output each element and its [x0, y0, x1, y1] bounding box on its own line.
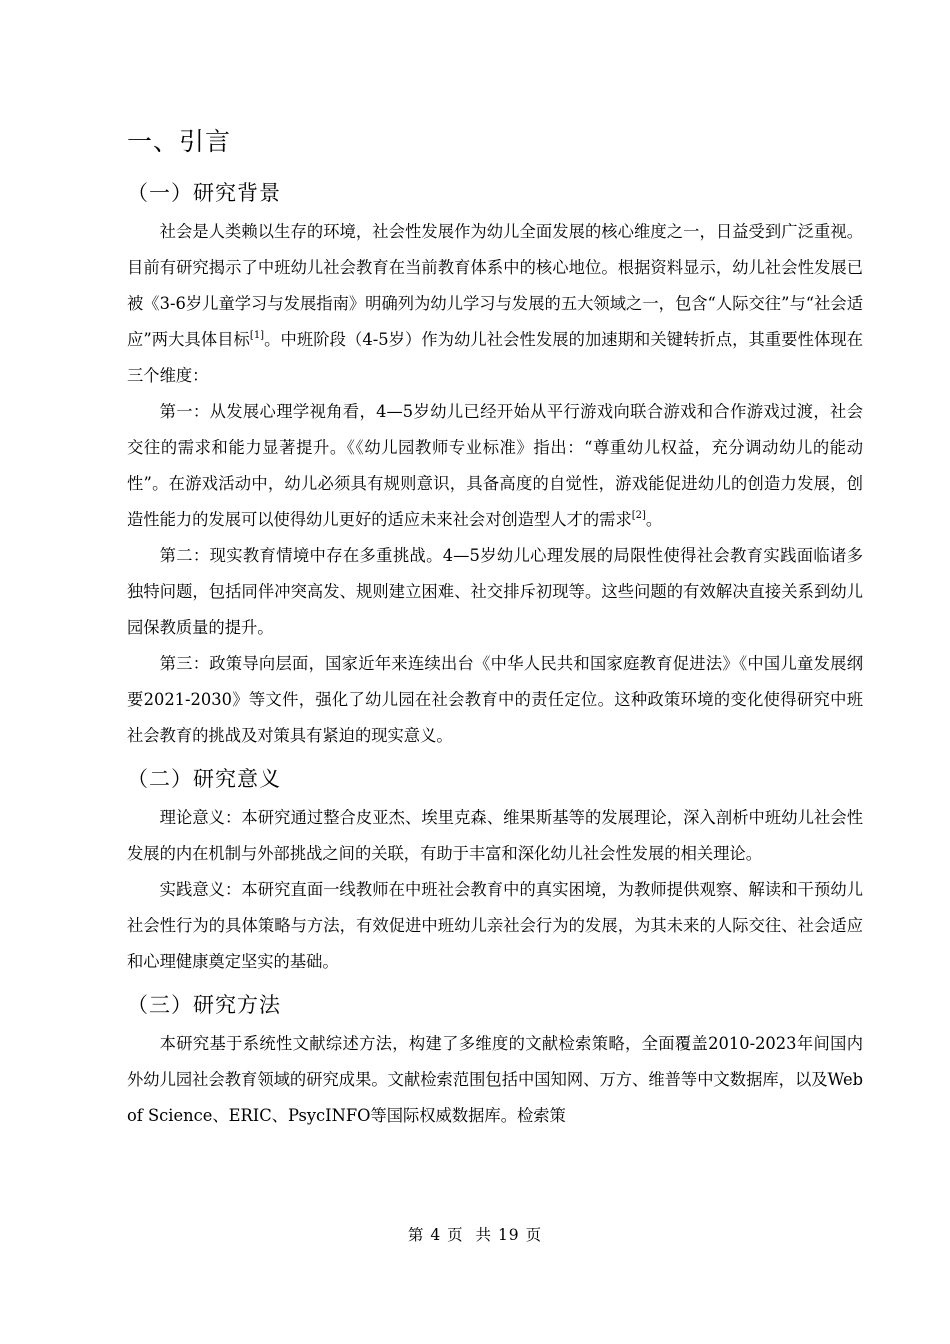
paragraph [127, 800, 863, 872]
footer-suffix: 页 [525, 1226, 543, 1244]
citation-ref: [1] [249, 330, 265, 341]
paragraph [127, 214, 863, 394]
paragraph [127, 1026, 863, 1134]
chapter-heading: 一、引言 [127, 127, 232, 156]
footer-page-number: 4 [430, 1226, 442, 1244]
paragraph-text: 理论意义：本研究通过整合皮亚杰、埃里克森、维果斯基等的发展理论，深入剖析中班幼儿社会性发展的内在机制与外部挑战之间的关联，有助于丰富和深化幼儿社会性发展的相关理论。 [127, 808, 863, 863]
citation-ref: [2] [631, 510, 646, 521]
paragraph [127, 538, 863, 646]
section-heading-background: （一）研究背景 [127, 181, 281, 205]
paragraph-text: 社会是人类赖以生存的环境，社会性发展作为幼儿全面发展的核心维度之一，日益受到广泛重视。目前有研究揭示了中班幼儿社会教育在当前教育体系中的核心地位。根据资料显示，幼儿社会性发展已被《3-6岁儿童学习与发展指南》明确列为幼儿学习与发展的五大领域之一，包含“人际交往”与“社会适应”两大具体目标 [127, 222, 863, 349]
paragraph [127, 646, 863, 754]
footer-prefix: 第 [407, 1226, 425, 1244]
paragraph-text: 实践意义：本研究直面一线教师在中班社会教育中的真实困境，为教师提供观察、解读和干预幼儿社会性行为的具体策略与方法，有效促进中班幼儿亲社会行为的发展，为其未来的人际交往、社会适应和心理健康奠定坚实的基础。 [127, 880, 863, 971]
paragraph [127, 872, 863, 980]
paragraph-text: 第二：现实教育情境中存在多重挑战。4—5岁幼儿心理发展的局限性使得社会教育实践面临诸多独特问题，包括同伴冲突高发、规则建立困难、社交排斥初现等。这些问题的有效解决直接关系到幼儿园保教质量的提升。 [127, 546, 863, 637]
paragraph-text-tail: 。 [645, 510, 663, 529]
paragraph-text: 第一：从发展心理学视角看，4—5岁幼儿已经开始从平行游戏向联合游戏和合作游戏过渡，社会交往的需求和能力显著提升。《《幼儿园教师专业标准》指出：“尊重幼儿权益，充分调动幼儿的能动性”。在游戏活动中，幼儿必须具有规则意识，具备高度的自觉性，游戏能促进幼儿的创造力发展，创造性能力的发展可以使得幼儿更好的适应未来社会对创造型人才的需求 [127, 402, 863, 529]
page-footer [0, 1225, 950, 1245]
paragraph-text-tail: 。中班阶段（4-5岁）作为幼儿社会性发展的加速期和关键转折点，其重要性体现在三个维度： [127, 330, 863, 385]
paragraph [127, 394, 863, 538]
page-content [127, 122, 863, 1134]
section-heading-significance: （二）研究意义 [127, 767, 281, 791]
paragraph-text: 第三：政策导向层面，国家近年来连续出台《中华人民共和国家庭教育促进法》《中国儿童发展纲要2021-2030》等文件，强化了幼儿园在社会教育中的责任定位。这种政策环境的变化使得研究中班社会教育的挑战及对策具有紧迫的现实意义。 [127, 654, 863, 745]
section-heading-methods: （三）研究方法 [127, 993, 281, 1017]
footer-total-pages: 19 [497, 1226, 520, 1244]
footer-middle: 页 共 [447, 1226, 492, 1244]
paragraph-text: 本研究基于系统性文献综述方法，构建了多维度的文献检索策略，全面覆盖2010-2023年间国内外幼儿园社会教育领域的研究成果。文献检索范围包括中国知网、万方、维普等中文数据库，以及Web of Science、ERIC、PsycINFO等国际权威数据库。检索策 [127, 1034, 863, 1125]
